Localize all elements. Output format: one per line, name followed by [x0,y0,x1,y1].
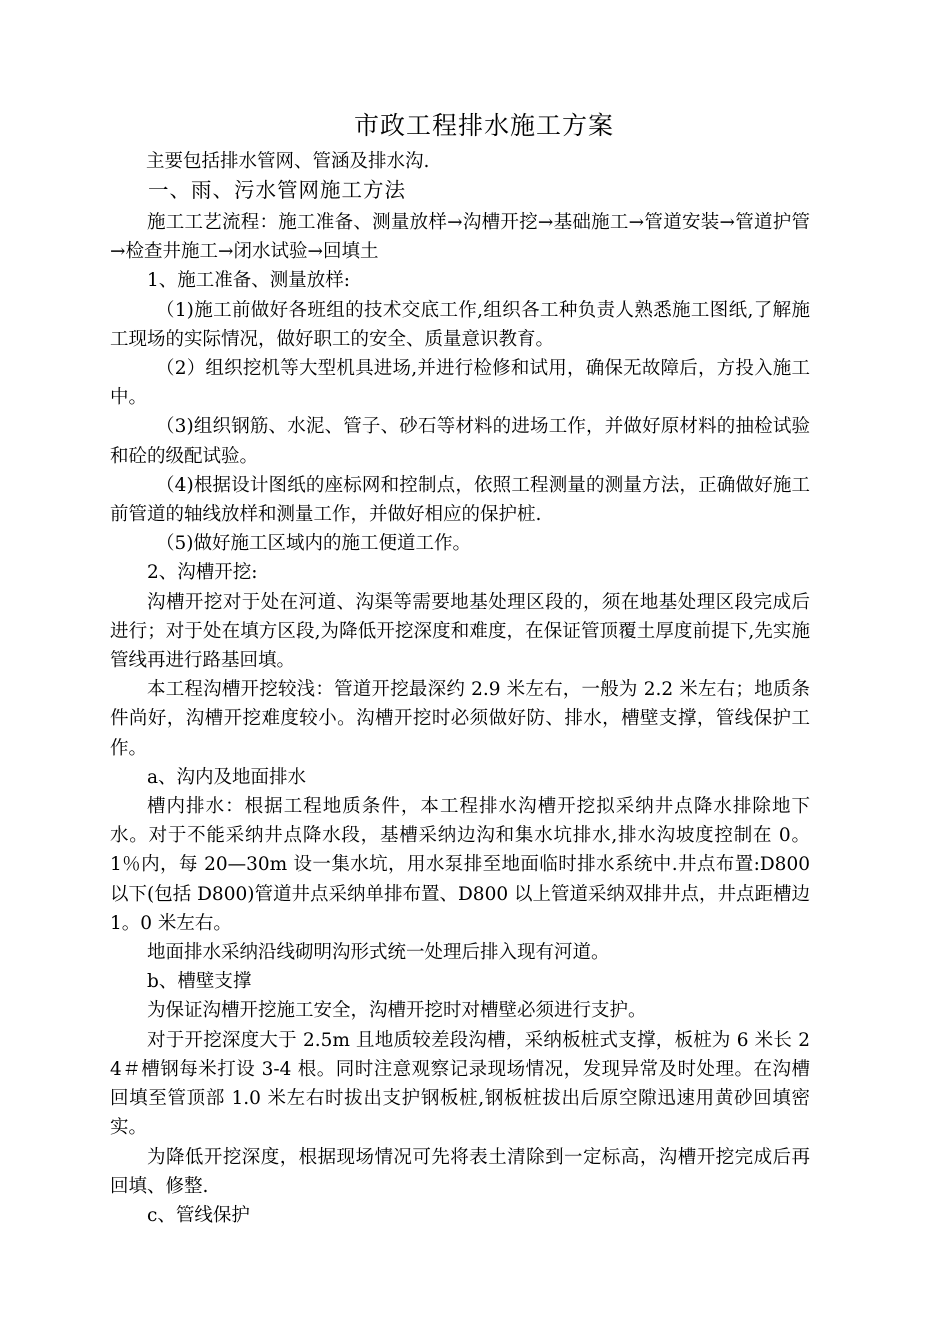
paragraph-prep-2: （2）组织挖机等大型机具进场,并进行检修和试用，确保无故障后，方投入施工中。 [110,358,810,409]
paragraph-drainage-1: 槽内排水：根据工程地质条件，本工程排水沟槽开挖拟采纳井点降水排除地下水。对于不能采纳井点降水段，基槽采纳边沟和集水坑排水,排水沟坡度控制在 0。1％内，每 20—30m 设一集水坑，用水泵排至地面临时排水系统中.井点布置:D800 以下(包括 D800)管道井点采纳单排布置、D800 以上管道采纳双排井点，井点距槽边 1。0 米左右。 [110,796,810,934]
paragraph-support-2: 对于开挖深度大于 2.5m 且地质较差段沟槽，采纳板桩式支撑，板桩为 6 米长 24＃槽钢每米打设 3-4 根。同时注意观察记录现场情况，发现异常及时处理。在沟槽回填至管顶部 1.0 米左右时拔出支护钢板桩,钢板桩拔出后原空隙迅速用黄砂回填密实。 [110,1029,810,1139]
paragraph-prep-1: （1)施工前做好各班组的技术交底工作,组织各工种负责人熟悉施工图纸,了解施工现场的实际情况，做好职工的安全、质量意识教育。 [110,299,810,350]
paragraph-trench-2: 本工程沟槽开挖较浅：管道开挖最深约 2.9 米左右，一般为 2.2 米左右；地质条件尚好，沟槽开挖难度较小。沟槽开挖时必须做好防、排水，槽壁支撑，管线保护工作。 [110,679,810,759]
paragraph-heading-prep: 1、施工准备、测量放样: [147,270,351,292]
paragraph-heading-drainage: a、沟内及地面排水 [147,766,307,788]
document-body [110,208,810,1230]
paragraph-prep-4: （4)根据设计图纸的座标网和控制点，依照工程测量的测量方法，正确做好施工前管道的轴线放样和测量工作，并做好相应的保护桩. [110,474,810,526]
paragraph-prep-5: （5)做好施工区域内的施工便道工作。 [156,533,471,555]
paragraph-drainage-2: 地面排水采纳沿线砌明沟形式统一处理后排入现有河道。 [147,942,610,964]
document-subtitle: 主要包括排水管网、管涵及排水沟. [146,151,430,172]
paragraph-heading-trench: 2、沟槽开挖: [147,562,258,584]
section-heading: 一、雨、污水管网施工方法 [148,178,406,202]
document-title: 市政工程排水施工方案 [353,111,614,140]
paragraph-support-3: 为降低开挖深度，根据现场情况可先将表土清除到一定标高，沟槽开挖完成后再回填、修整. [110,1146,810,1197]
paragraph-heading-protection: c、管线保护 [147,1204,250,1226]
paragraph-trench-1: 沟槽开挖对于处在河道、沟渠等需要地基处理区段的，须在地基处理区段完成后进行；对于处在填方区段,为降低开挖深度和难度，在保证管顶覆土厚度前提下,先实施管线再进行路基回填。 [110,591,810,672]
paragraph-support-1: 为保证沟槽开挖施工安全，沟槽开挖时对槽壁必须进行支护。 [147,1000,647,1022]
paragraph-prep-3: （3)组织钢筋、水泥、管子、砂石等材料的进场工作，并做好原材料的抽检试验和砼的级配试验。 [110,416,810,467]
paragraph-heading-support: b、槽壁支撑 [147,971,252,993]
paragraph-process-flow: 施工工艺流程：施工准备、测量放样→沟槽开挖→基础施工→管道安装→管道护管→检查井施工→闭水试验→回填土 [110,212,810,263]
